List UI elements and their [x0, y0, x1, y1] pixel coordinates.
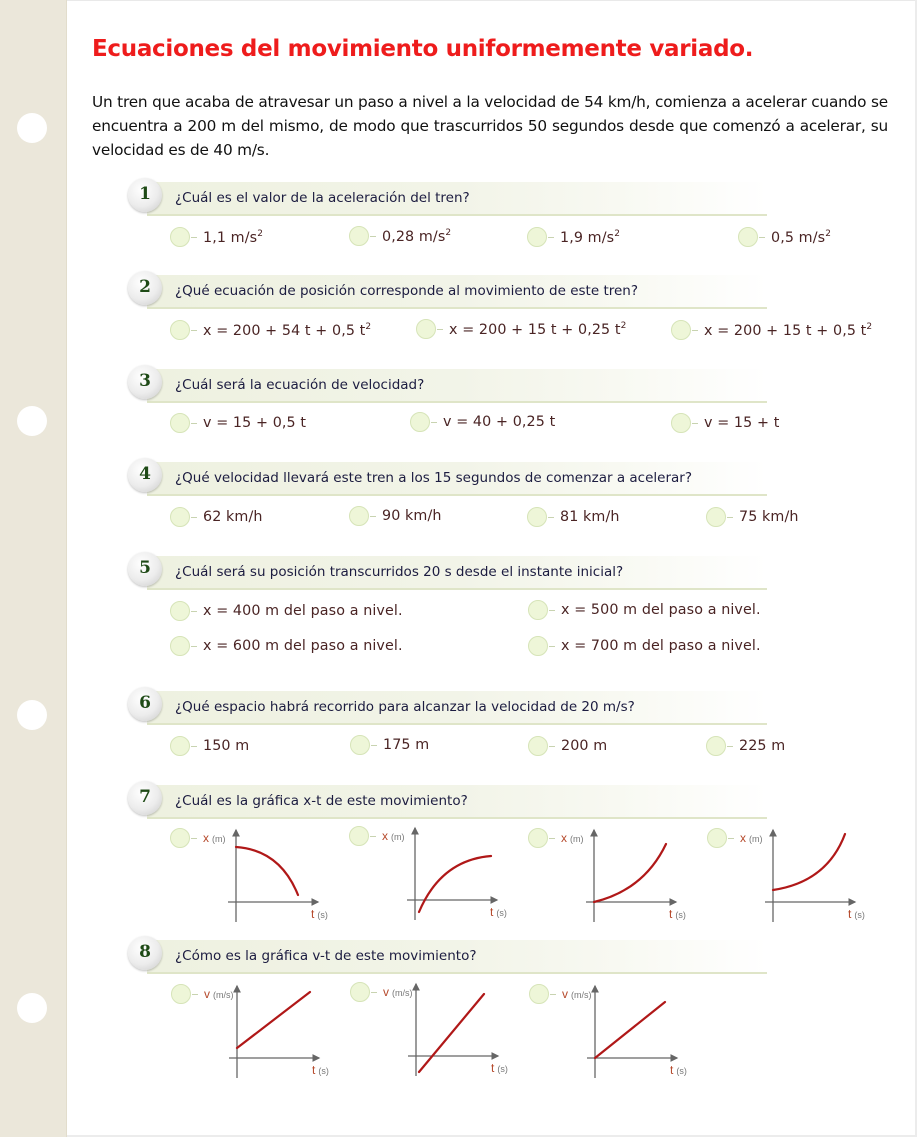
option-label: 1,9 $m/s^2$ — [560, 228, 621, 246]
radio-button[interactable] — [350, 982, 370, 1002]
binder-hole — [17, 406, 47, 436]
option-label: x = 500 m del paso a nivel. — [561, 602, 761, 618]
question-text: ¿Cómo es la gráfica v-t de este movimiento? — [175, 948, 477, 964]
option-label: x = 400 m del paso a nivel. — [203, 603, 403, 619]
y-axis-label: x (m) — [740, 831, 763, 845]
x-axis-label: t (s) — [311, 907, 328, 921]
option-label: x = 700 m del paso a nivel. — [561, 638, 761, 654]
radio-button[interactable] — [528, 636, 548, 656]
answer-option[interactable] — [349, 505, 442, 527]
answer-option[interactable] — [170, 506, 263, 528]
option-label: v = 15 + 0,5 t — [203, 415, 307, 431]
answer-option[interactable] — [706, 506, 799, 528]
option-label: 0,28 $m/s^2$ — [382, 227, 452, 245]
radio-button[interactable] — [170, 601, 190, 621]
answer-option[interactable] — [349, 225, 451, 247]
radio-button[interactable] — [528, 600, 548, 620]
question-bar — [147, 462, 767, 496]
x-axis-label: t (s) — [490, 905, 507, 919]
question-number-badge: 6 — [128, 687, 162, 721]
radio-button[interactable] — [170, 507, 190, 527]
radio-button[interactable] — [170, 828, 190, 848]
option-label: v = 15 + t — [704, 415, 780, 431]
option-label: v = 40 + 0,25 t — [443, 414, 556, 430]
option-label: x = 200 + 54 t + 0,5 $t^2$ — [203, 321, 372, 339]
answer-option[interactable] — [527, 506, 620, 528]
answer-option[interactable] — [350, 734, 429, 756]
question-number-badge: 7 — [128, 781, 162, 815]
binder-hole — [17, 113, 47, 143]
graph — [529, 984, 699, 1084]
question-text: ¿Cuál será la ecuación de velocidad? — [175, 377, 425, 393]
graph-option[interactable] — [349, 826, 509, 926]
question-bar — [147, 691, 767, 725]
graph — [528, 828, 698, 928]
problem-statement: Un tren que acaba de atravesar un paso a nivel a la velocidad de 54 km/h, comienza a acelerar cuando se encuentra a 200 m del mismo, de modo que trascurridos 50 segundos desde que comenzó a acelerar, su velocidad es de 40 m/s. — [92, 93, 888, 159]
graph-curve — [594, 844, 666, 902]
radio-button[interactable] — [529, 984, 549, 1004]
page-border — [67, 0, 917, 1]
question-bar — [147, 785, 767, 819]
answer-option[interactable] — [170, 412, 306, 434]
radio-button[interactable] — [707, 828, 727, 848]
binder-hole — [17, 700, 47, 730]
option-label: 200 m — [561, 738, 608, 754]
answer-option[interactable] — [170, 319, 371, 341]
radio-button[interactable] — [350, 735, 370, 755]
graph-curve — [595, 1002, 665, 1058]
question-bar — [147, 940, 767, 974]
y-axis-label: x (m) — [561, 831, 584, 845]
question-number-badge: 4 — [128, 458, 162, 492]
y-axis-label: v (m/s) — [204, 987, 234, 1001]
radio-button[interactable] — [349, 506, 369, 526]
option-label: 62 km/h — [203, 509, 263, 525]
graph-curve — [236, 847, 298, 895]
radio-button[interactable] — [738, 227, 758, 247]
graph — [171, 984, 341, 1084]
answer-option[interactable] — [706, 735, 785, 757]
option-label: 150 m — [203, 738, 250, 754]
option-label: x = 200 + 15 t + 0,25 $t^2$ — [449, 320, 627, 338]
x-axis-label: t (s) — [491, 1061, 508, 1075]
question-text: ¿Qué ecuación de posición corresponde al movimiento de este tren? — [175, 283, 639, 299]
option-label: 90 km/h — [382, 508, 442, 524]
radio-button[interactable] — [171, 984, 191, 1004]
option-label: 175 m — [383, 737, 430, 753]
radio-button[interactable] — [410, 412, 430, 432]
x-axis-label: t (s) — [670, 1063, 687, 1077]
option-label: 75 km/h — [739, 509, 799, 525]
radio-button[interactable] — [170, 413, 190, 433]
radio-button[interactable] — [527, 507, 547, 527]
question-text: ¿Qué espacio habrá recorrido para alcanzar la velocidad de 20 m/s? — [175, 699, 635, 715]
graph-option[interactable] — [170, 828, 330, 928]
y-axis-label: v (m/s) — [383, 985, 413, 999]
answer-option[interactable] — [528, 735, 607, 757]
radio-button[interactable] — [527, 227, 547, 247]
question-bar — [147, 182, 767, 216]
y-axis-label: v (m/s) — [562, 987, 592, 1001]
graph-curve — [419, 856, 491, 912]
question-number-badge: 5 — [128, 552, 162, 586]
radio-button[interactable] — [671, 413, 691, 433]
answer-option[interactable] — [738, 226, 831, 248]
x-axis-label: t (s) — [848, 907, 865, 921]
answer-option[interactable] — [170, 635, 403, 657]
binder-margin — [0, 0, 67, 1137]
answer-option[interactable] — [410, 411, 555, 433]
question-text: ¿Cuál es el valor de la aceleración del tren? — [175, 190, 470, 206]
answer-option[interactable] — [671, 412, 779, 434]
option-label: x = 600 m del paso a nivel. — [203, 638, 403, 654]
radio-button[interactable] — [528, 736, 548, 756]
question-number-badge: 3 — [128, 365, 162, 399]
question-text: ¿Cuál será su posición transcurridos 20 s desde el instante inicial? — [175, 564, 624, 580]
radio-button[interactable] — [349, 826, 369, 846]
radio-button[interactable] — [170, 636, 190, 656]
question-bar — [147, 275, 767, 309]
option-label: 81 km/h — [560, 509, 620, 525]
radio-button[interactable] — [706, 736, 726, 756]
y-axis-label: x (m) — [382, 829, 405, 843]
answer-option[interactable] — [170, 226, 263, 248]
graph — [349, 826, 519, 926]
option-label: 225 m — [739, 738, 786, 754]
radio-button[interactable] — [671, 320, 691, 340]
radio-button[interactable] — [170, 227, 190, 247]
x-axis-label: t (s) — [312, 1063, 329, 1077]
question-bar — [147, 369, 767, 403]
radio-button[interactable] — [170, 736, 190, 756]
graph-option[interactable] — [707, 828, 867, 928]
graph-option[interactable] — [529, 984, 689, 1084]
radio-button[interactable] — [170, 320, 190, 340]
graph — [170, 828, 340, 928]
option-label: 1,1 $m/s^2$ — [203, 228, 264, 246]
question-text: ¿Qué velocidad llevará este tren a los 15 segundos de comenzar a acelerar? — [175, 470, 693, 486]
graph — [350, 982, 520, 1082]
radio-button[interactable] — [349, 226, 369, 246]
answer-option[interactable] — [170, 600, 403, 622]
binder-hole — [17, 993, 47, 1023]
answer-option[interactable] — [170, 735, 249, 757]
graph-curve — [419, 994, 484, 1072]
option-label: x = 200 + 15 t + 0,5 $t^2$ — [704, 321, 873, 339]
page-title: Ecuaciones del movimiento uniformemente variado. — [92, 36, 754, 62]
y-axis-label: x (m) — [203, 831, 226, 845]
graph-curve — [237, 992, 310, 1048]
answer-option[interactable] — [671, 319, 872, 341]
radio-button[interactable] — [706, 507, 726, 527]
radio-button[interactable] — [416, 319, 436, 339]
radio-button[interactable] — [528, 828, 548, 848]
question-number-badge: 8 — [128, 936, 162, 970]
x-axis-label: t (s) — [669, 907, 686, 921]
graph-option[interactable] — [171, 984, 331, 1084]
question-bar — [147, 556, 767, 590]
answer-option[interactable] — [527, 226, 620, 248]
answer-option[interactable] — [528, 635, 761, 657]
answer-option[interactable] — [416, 318, 626, 340]
graph-curve — [773, 834, 845, 890]
answer-option[interactable] — [528, 599, 761, 621]
question-text: ¿Cuál es la gráfica x-t de este movimiento? — [175, 793, 468, 809]
question-number-badge: 2 — [128, 271, 162, 305]
option-label: 0,5 $m/s^2$ — [771, 228, 832, 246]
question-number-badge: 1 — [128, 178, 162, 212]
graph — [707, 828, 877, 928]
graph-option[interactable] — [528, 828, 688, 928]
graph-option[interactable] — [350, 982, 510, 1082]
